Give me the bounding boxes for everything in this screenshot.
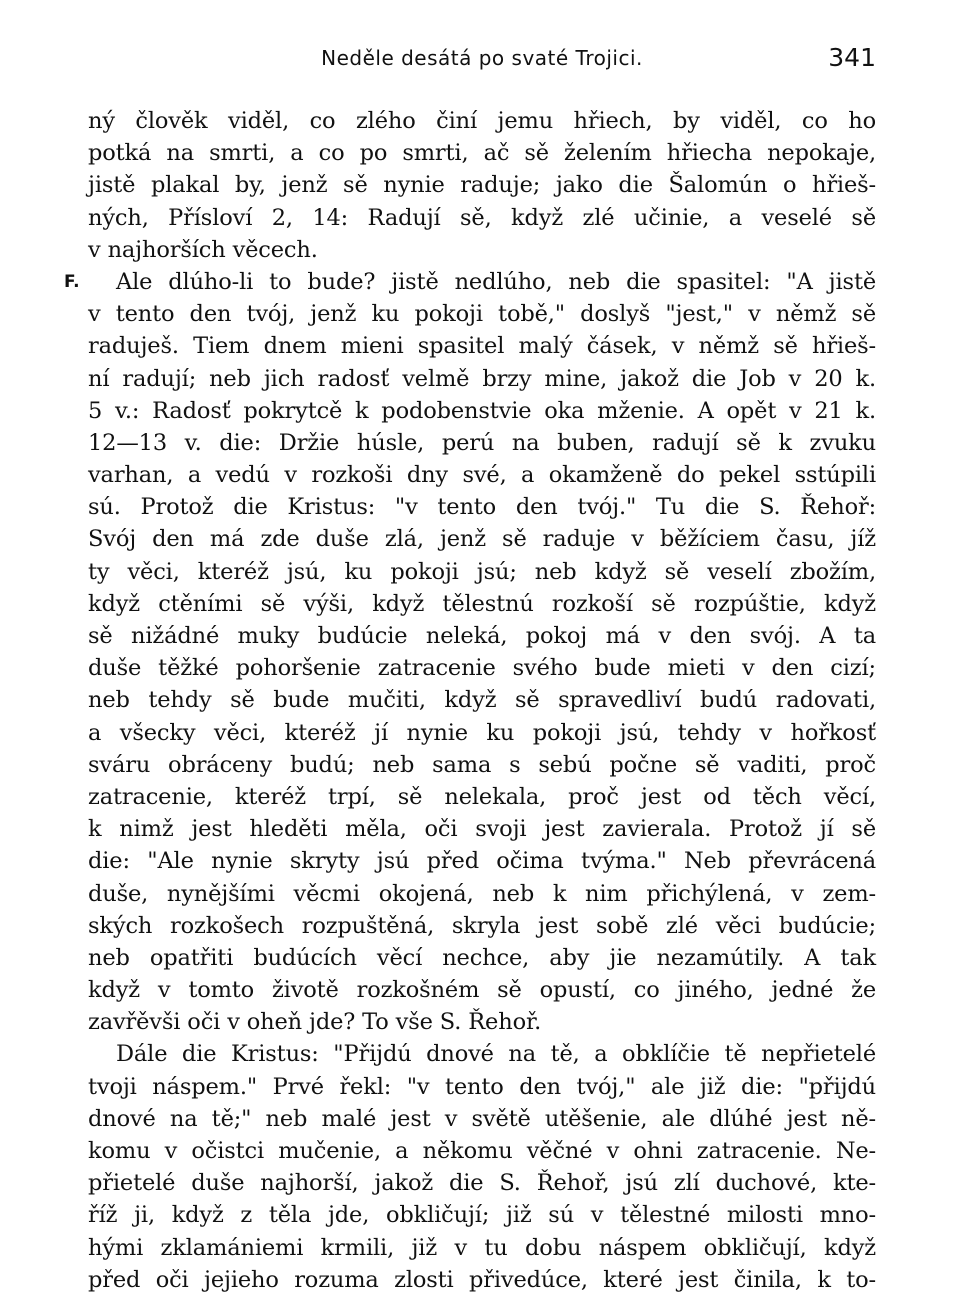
text-line: ských rozkošech rozpuštěná, skryla jest sobě zlé věci budúcie; (88, 912, 876, 939)
text-line: když v tomto životě rozkošném sě opustí, co jiného, jedné že (88, 977, 876, 1004)
text-line: duše těžké pohoršenie zatracenie svého bude mieti v den cizí; (88, 655, 876, 682)
text-line: raduješ. Tiem dnem mieni spasitel malý čásek, v němž sě hřieš- (88, 333, 876, 360)
body-text (64, 105, 876, 1296)
text-line: přietelé duše najhorší, jakož die S. Řehoř, jsú zlí duchové, kte- (88, 1170, 876, 1197)
text-line: komu v očistci mučenie, a někomu věčné v ohni zatracenie. Ne- (88, 1138, 876, 1164)
text-line: když ctěními sě výši, když tělestnú rozkoší sě rozpúštie, když (88, 590, 876, 617)
running-title: Neděle desátá po svaté Trojici. (321, 46, 643, 70)
text-line: sú. Protož die Kristus: "v tento den tvój." Tu die S. Řehoř: (88, 494, 876, 521)
text-line: Dále die Kristus: "Přijdú dnové na tě, a obklíčie tě nepřietelé (116, 1041, 876, 1068)
text-line: v tento den tvój, jenž ku pokoji tobě," doslyš "jest," v němž sě (88, 301, 876, 328)
running-header (88, 40, 876, 80)
text-line: ní radují; neb jich radosť velmě brzy mine, jakož die Job v 20 k. (88, 365, 876, 392)
text-line: 12—13 v. die: Držie húsle, perú na buben, radují sě k zvuku (88, 429, 876, 456)
text-line: Svój den má zde duše zlá, jenž sě raduje v běžíciem času, jíž (88, 526, 876, 553)
text-line: sě nižádné muky budúcie neleká, pokoj má v den svój. A ta (88, 623, 876, 649)
text-line: a všecky věci, kteréž jí nynie ku pokoji jsú, tehdy v hořkosť (88, 719, 876, 746)
text-line: tvoji náspem." Prvé řekl: "v tento den tvój," ale již die: "přijdú (88, 1073, 876, 1100)
text-line: ný člověk viděl, co zlého činí jemu hřiech, by viděl, co ho (88, 108, 876, 134)
text-line: potká na smrti, a co po smrti, ač sě želením hřiecha nepokaje, (88, 140, 876, 167)
text-line: 5 v.: Radosť pokrytcě k podobenstvie oka mženie. A opět v 21 k. (88, 397, 876, 424)
text-line: duše, nynějšími věcmi okojená, neb k nim přichýlená, v zem- (88, 880, 876, 907)
margin-note: F. (64, 271, 80, 292)
text-line: ných, Přísloví 2, 14: Radují sě, když zlé učinie, a veselé sě (88, 204, 876, 231)
text-line: říž ji, když z těla jde, obkličují; již sú v tělestné milosti mno- (88, 1202, 876, 1229)
text-line: sváru obráceny budú; neb sama s sebú počne sě vaditi, proč (88, 751, 876, 778)
text-line: neb tehdy sě bude mučiti, když sě spravedliví budú radovati, (88, 687, 876, 714)
text-line: zavřěvši oči v oheň jde? To vše S. Řehoř. (88, 1009, 542, 1036)
text-line: zatracenie, kteréž trpí, sě nelekala, proč jest od těch věcí, (88, 783, 876, 810)
text-line: před oči jejieho rozuma zlosti přivedúce, které jest činila, k to- (88, 1266, 876, 1293)
text-line: Ale dlúho-li to bude? jistě nedlúho, neb die spasitel: "A jistě (116, 268, 876, 295)
page-number: 341 (828, 43, 876, 72)
text-line: k nimž jest hleděti měla, oči svoji jest zavierala. Protož jí sě (88, 816, 876, 843)
text-line: varhan, a vedú v rozkoši dny své, a okamženě do pekel sstúpili (88, 462, 876, 489)
text-line: v najhorších věcech. (88, 236, 318, 263)
text-line: ty věci, kteréž jsú, ku pokoji jsú; neb když sě veselí zbožím, (88, 558, 876, 585)
text-line: dnové na tě;" neb malé jest v světě utěšenie, ale dlúhé jest ně- (88, 1105, 876, 1132)
text-line: jistě plakal by, jenž sě nynie raduje; jako die Šalomún o hřieš- (88, 172, 876, 199)
text-line: die: "Ale nynie skryty jsú před očima tvýma." Neb převrácená (88, 848, 876, 875)
text-line: neb opatřiti budúcích věcí nechce, aby jie nezamútily. A tak (88, 944, 876, 971)
text-line: hými zklamániemi krmili, již v tu dobu náspem obkličují, když (88, 1234, 876, 1261)
